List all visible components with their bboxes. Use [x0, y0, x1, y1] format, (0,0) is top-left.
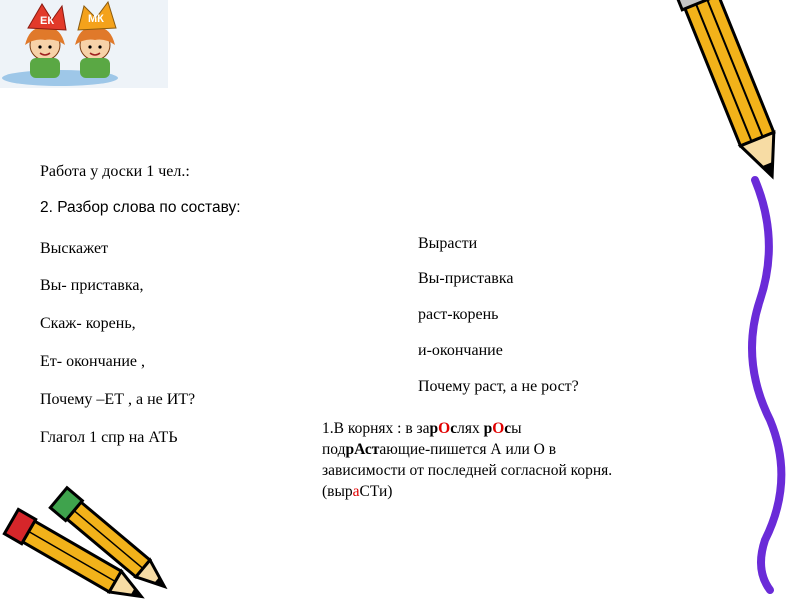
- spelling-rule-note: [322, 418, 722, 502]
- pencil-large-illustration: [660, 0, 800, 600]
- rule-text: СТи): [359, 483, 393, 500]
- logo-right-hat-text: МК: [88, 13, 104, 25]
- right-line-question: Почему раст, а не рост?: [418, 378, 579, 395]
- right-line-word: Вырасти: [418, 235, 478, 252]
- rule-root-consonant: с: [504, 420, 512, 437]
- left-line-prefix: Вы- приставка,: [40, 277, 144, 294]
- rule-root-highlight: рАст: [345, 441, 380, 458]
- rule-text: 1.В корнях : в за: [322, 420, 430, 437]
- rule-highlight-vowel: О: [492, 420, 505, 437]
- rule-highlight-vowel: а: [352, 483, 360, 500]
- rule-root-consonant: с: [450, 420, 458, 437]
- rule-text: (выр: [322, 483, 353, 500]
- pencils-small-illustration: [0, 480, 190, 600]
- rule-root-consonant: р: [483, 420, 493, 437]
- rule-text: зависимости от последней согласной корня.: [322, 462, 613, 479]
- right-line-prefix: Вы-приставка: [418, 270, 514, 287]
- logo-left-hat-text: ЕК: [40, 15, 55, 27]
- logo-image: [0, 0, 168, 88]
- left-line-verb-conjugation: Глагол 1 спр на АТЬ: [40, 429, 178, 446]
- rule-text: под: [322, 441, 346, 458]
- rule-text: ы: [511, 420, 522, 437]
- rule-highlight-vowel: О: [438, 420, 451, 437]
- left-line-question: Почему –ЕТ , а не ИТ?: [40, 391, 196, 408]
- rule-text: ающие-пишется А или О в: [379, 441, 557, 458]
- left-line-word: Выскажет: [40, 240, 109, 257]
- left-line-word-analysis: 2. Разбор слова по составу:: [40, 199, 241, 216]
- left-line-work-at-board: Работа у доски 1 чел.:: [40, 163, 190, 180]
- rule-text: лях: [457, 420, 484, 437]
- right-line-root: раст-корень: [418, 306, 499, 323]
- rule-root-consonant: р: [429, 420, 439, 437]
- left-line-root: Скаж- корень,: [40, 315, 136, 332]
- left-line-ending: Ет- окончание ,: [40, 353, 145, 370]
- right-line-ending: и-окончание: [418, 342, 503, 359]
